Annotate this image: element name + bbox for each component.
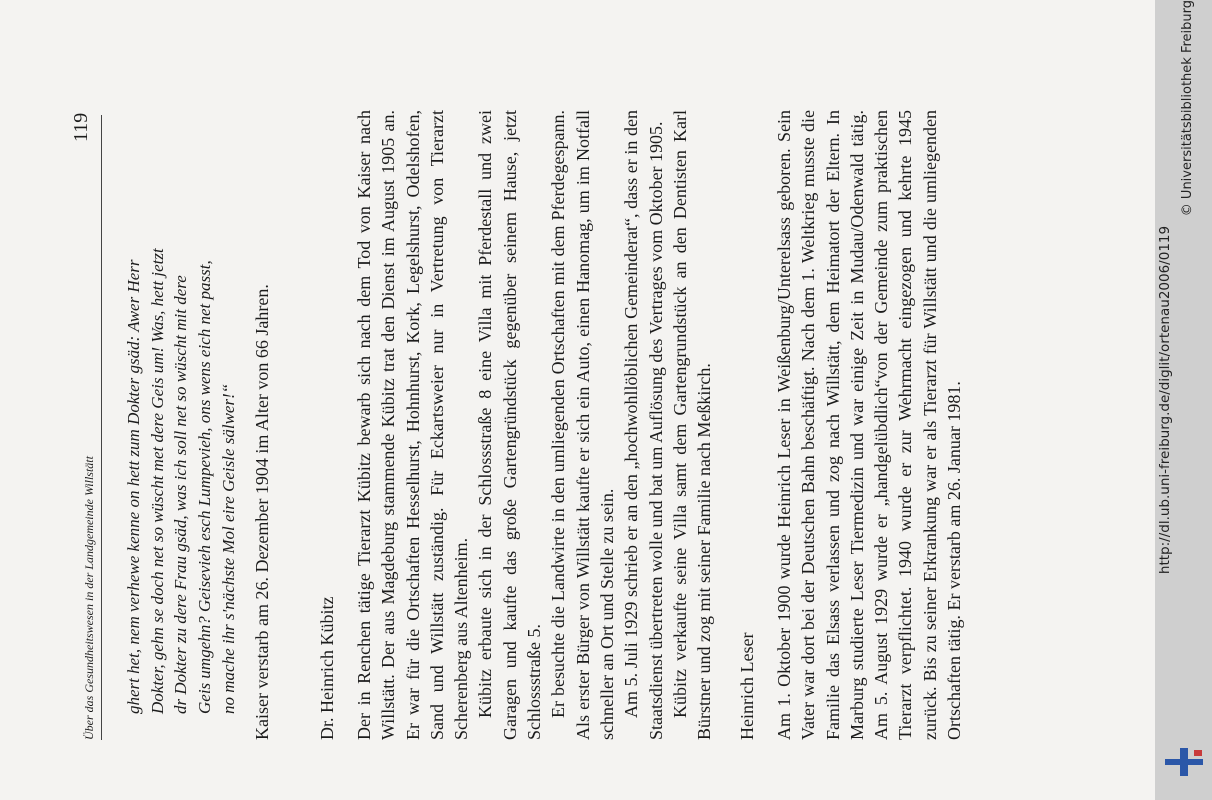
kaiser-death-paragraph — [250, 110, 274, 740]
section-leser — [735, 110, 759, 740]
section-heading-kuebitz: Dr. Heinrich Kübitz — [317, 596, 337, 740]
section-kuebitz-body — [352, 110, 716, 740]
poem-line: no mache ihr s'nächste Mol eire Geisle sälwer!“ — [218, 383, 238, 714]
poem-line: ghert het, nem verhewe kenne on hett zum Dokter gsäd: Awer Herr — [124, 259, 143, 714]
section-heading-leser: Heinrich Leser — [737, 632, 757, 740]
poem-line: Geis umgehn? Geisevieh esch Lumpevieh, ons wens eich net passt, — [195, 260, 215, 714]
paragraph: Kaiser verstarb am 26. Dezember 1904 im Alter von 66 Jahren. — [252, 284, 272, 740]
section-kuebitz — [315, 110, 339, 740]
paragraph: Kübitz verkaufte seine Villa samt dem Gartengrundstück an den Dentisten Karl Bürstner und zog mit seiner Familie nach Meßkirch. — [669, 110, 715, 740]
paragraph: Am 1. Oktober 1900 wurde Heinrich Leser in Weißenburg/Unterelsass geboren. Sein Vater war dort bei der Deutschen Bahn beschäftigt. Nach dem 1. Weltkrieg musste die Familie das Elsass verlassen und zog nach Willstätt, dem Heimatort der Eltern. In Marburg studierte Leser Tiermedizin und war einige Zeit in Mudau/Odenwald tätig. Am 5. August 1929 wurde er „handgelübdlich“von der Gemeinde zum praktischen Tierarzt verpflichtet. 1940 wurde er zur Wehrmacht eingezogen und kehrte 1945 zurück. Bis zu seiner Erkrankung war er als Tierarzt für Willstätt und die umliegenden Ortschaften tätig. Er verstarb am 26. Januar 1981. — [774, 110, 965, 740]
page-number: 119 — [70, 112, 92, 142]
poem-line: dr Dokter zu dere Frau gsäd, was ich soll net so wüscht mit dere — [171, 275, 191, 714]
section-leser-body — [772, 110, 966, 740]
paragraph: Er besuchte die Landwirte in den umliegenden Ortschaften mit dem Pferdegespann. Als erster Bürger von Willstätt kaufte er sich ein Auto, einen Hanomag, um im Notfall schneller an Ort und Stelle zu sein. — [548, 110, 617, 740]
paragraph: Der in Renchen tätige Tierarzt Kübitz bewarb sich nach dem Tod von Kaiser nach Willstätt. Der aus Magdeburg stammende Kübitz trat den Dienst im August 1905 an. Er war für die Ortschaften Hesselhurst, Hohnhurst, Kork, Legelshurst, Odelshofen, Sand und Willstätt zuständig. Für Eckartsweier nur in Vertretung von Tierarzt Scherenberg aus Altenheim. — [354, 110, 472, 740]
ub-freiburg-logo-icon — [1163, 748, 1205, 776]
paragraph: Am 5. Juli 1929 schrieb er an den „hochwohllöblichen Gemeinderat“, dass er in den Staatsdienst übertreten wolle und bat um Auflösung des Vertrages vom Oktober 1905. — [621, 110, 666, 740]
copyright-notice: © Universitätsbibliothek Freiburg — [1180, 0, 1195, 217]
dialect-poem — [122, 104, 241, 714]
source-url-link[interactable]: http://dl.ub.uni-freiburg.de/diglit/ortenau2006/0119 — [1157, 225, 1173, 575]
poem-line: Dokter, gehn se doch net so wüscht met dere Geis um! Was, hett jetzt — [147, 248, 167, 714]
header-rule — [101, 115, 102, 740]
paragraph: Kübitz erbaute sich in der Schlossstraße 8 eine Villa mit Pferdestall und zwei Garagen und kaufte das große Gartengründstück gegenüber seinem Hause, jetzt Schlossstraße 5. — [475, 110, 545, 740]
running-title: Über das Gesundheitswesen in der Landgemeinde Willstätt — [82, 456, 96, 740]
